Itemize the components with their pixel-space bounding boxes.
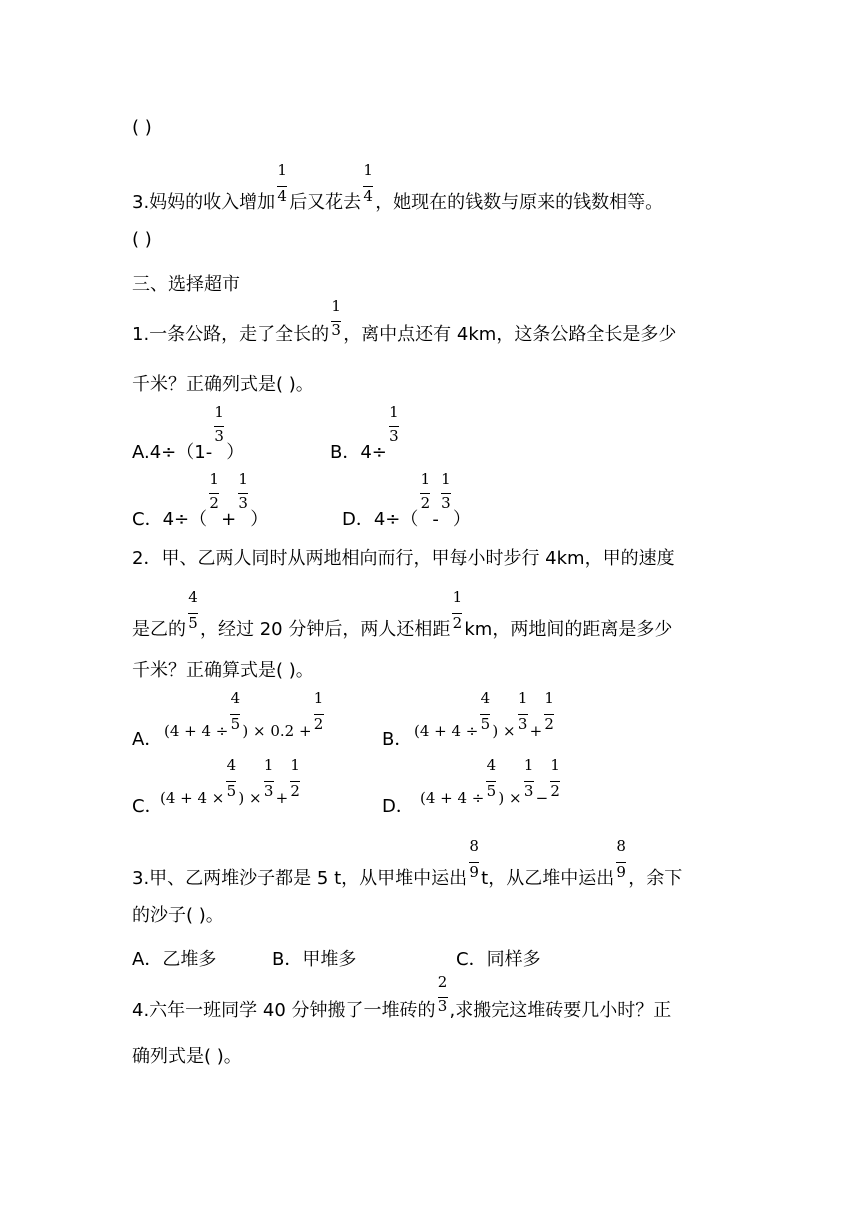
fraction-1-3: $\frac{1}{3}$ [214, 403, 224, 445]
s1-option-a: A.4÷（1- $\frac{1}{3}$ ） [132, 403, 245, 463]
s2-option-a-label: A． [132, 729, 163, 750]
s1-option-b: B．4÷ $\frac{1}{3}$ [330, 403, 399, 463]
fraction-1-2: $\frac{1}{2}$ [544, 689, 554, 733]
answer-blank-1: ( ) [132, 117, 152, 138]
choice-q3-line1: 3.甲、乙两堆沙子都是 5 t，从甲堆中运出 $\frac{8}{9}$ t，从乙堆中运出 $\frac{8}{9}$ ，余下 [132, 837, 683, 889]
fraction-1-3: $\frac{1}{3}$ [389, 403, 399, 445]
q3-text-b: 后又花去 [289, 192, 362, 213]
fraction-4-5: $\frac{4}{5}$ [480, 689, 491, 733]
fraction-1-2: $\frac{1}{2}$ [420, 470, 431, 512]
fraction-2-3: $\frac{2}{3}$ [437, 973, 448, 1015]
fraction-4-5: $\frac{4}{5}$ [230, 689, 241, 733]
choice-q2-line2: 是乙的 $\frac{4}{5}$ ，经过 20 分钟后，两人还相距 $\frac{1}{2}$ km，两地间的距离是多少 [132, 588, 673, 640]
s3-option-a: A．乙堆多 [132, 949, 217, 970]
fraction-1-2: $\frac{1}{2}$ [452, 588, 463, 632]
fraction-1-3: $\frac{1}{3}$ [523, 756, 534, 800]
fraction-1-2: $\frac{1}{2}$ [290, 756, 300, 800]
fraction-1-3: $\frac{1}{3}$ [441, 470, 451, 512]
s2-option-b-label: B． [382, 729, 413, 750]
question-3-line [132, 161, 664, 215]
fraction-1-2: $\frac{1}{2}$ [550, 756, 560, 800]
s3-option-b: B．甲堆多 [272, 949, 357, 970]
fraction-1-4: $\frac{1}{4}$ [363, 161, 373, 205]
fraction-4-5: $\frac{4}{5}$ [226, 756, 237, 800]
s1-text-b: ，离中点还有 4km，这条公路全长是多少 [343, 324, 677, 345]
fraction-1-3: $\frac{1}{3}$ [238, 470, 248, 512]
fraction-4-5: $\frac{4}{5}$ [188, 588, 198, 632]
choice-q3-line2: 的沙子( )。 [132, 905, 224, 926]
fraction-4-5: $\frac{4}{5}$ [486, 756, 497, 800]
s3-option-c: C．同样多 [456, 949, 541, 970]
s2-option-c-label: C． [132, 796, 163, 817]
q3-text-a: 3.妈妈的收入增加 [132, 192, 276, 213]
choice-q4-line2: 确列式是( )。 [132, 1046, 242, 1067]
s2-formula-c: (4 + 4 × $\frac{4}{5}$ ) × $\frac{1}{3}$ + $\frac{1}{2}$ [160, 756, 300, 807]
section-heading: 三、选择超市 [132, 274, 240, 295]
s2-formula-b: (4 + 4 ÷ $\frac{4}{5}$ ) × $\frac{1}{3}$ + $\frac{1}{2}$ [414, 689, 554, 740]
s2-option-d-label: D． [382, 796, 414, 817]
s1-option-c: C．4÷（ $\frac{1}{2}$ + $\frac{1}{3}$ ） [132, 470, 269, 530]
fraction-1-3: $\frac{1}{3}$ [517, 689, 528, 733]
fraction-1-3: $\frac{1}{3}$ [331, 297, 341, 339]
choice-q2-line1: 2．甲、乙两人同时从两地相向而行，甲每小时步行 4km，甲的速度 [132, 548, 675, 569]
s1-text-a: 1.一条公路，走了全长的 [132, 324, 330, 345]
fraction-1-2: $\frac{1}{2}$ [209, 470, 219, 512]
fraction-8-9: $\frac{8}{9}$ [469, 837, 479, 881]
choice-q1-line1 [132, 297, 677, 347]
choice-q2-line3: 千米？正确算式是( )。 [132, 660, 314, 681]
choice-q4-line1: 4.六年一班同学 40 分钟搬了一堆砖的 $\frac{2}{3}$ ,求搬完这堆砖要几小时？正 [132, 973, 672, 1021]
s2-formula-a: (4 + 4 ÷ $\frac{4}{5}$ ) × 0.2 + $\frac{1}{2}$ [164, 689, 324, 740]
fraction-1-3: $\frac{1}{3}$ [263, 756, 274, 800]
s1-option-d: D．4÷（ $\frac{1}{2}$ - $\frac{1}{3}$ ） [342, 470, 471, 530]
choice-q1-line2: 千米？正确列式是( )。 [132, 374, 314, 395]
fraction-1-2: $\frac{1}{2}$ [313, 689, 324, 733]
answer-blank-2: ( ) [132, 229, 152, 250]
fraction-8-9: $\frac{8}{9}$ [616, 837, 626, 881]
s2-formula-d: (4 + 4 ÷ $\frac{4}{5}$ ) × $\frac{1}{3}$ − $\frac{1}{2}$ [420, 756, 560, 807]
q3-text-c: ，她现在的钱数与原来的钱数相等。 [375, 192, 664, 213]
fraction-1-4: $\frac{1}{4}$ [277, 161, 287, 205]
